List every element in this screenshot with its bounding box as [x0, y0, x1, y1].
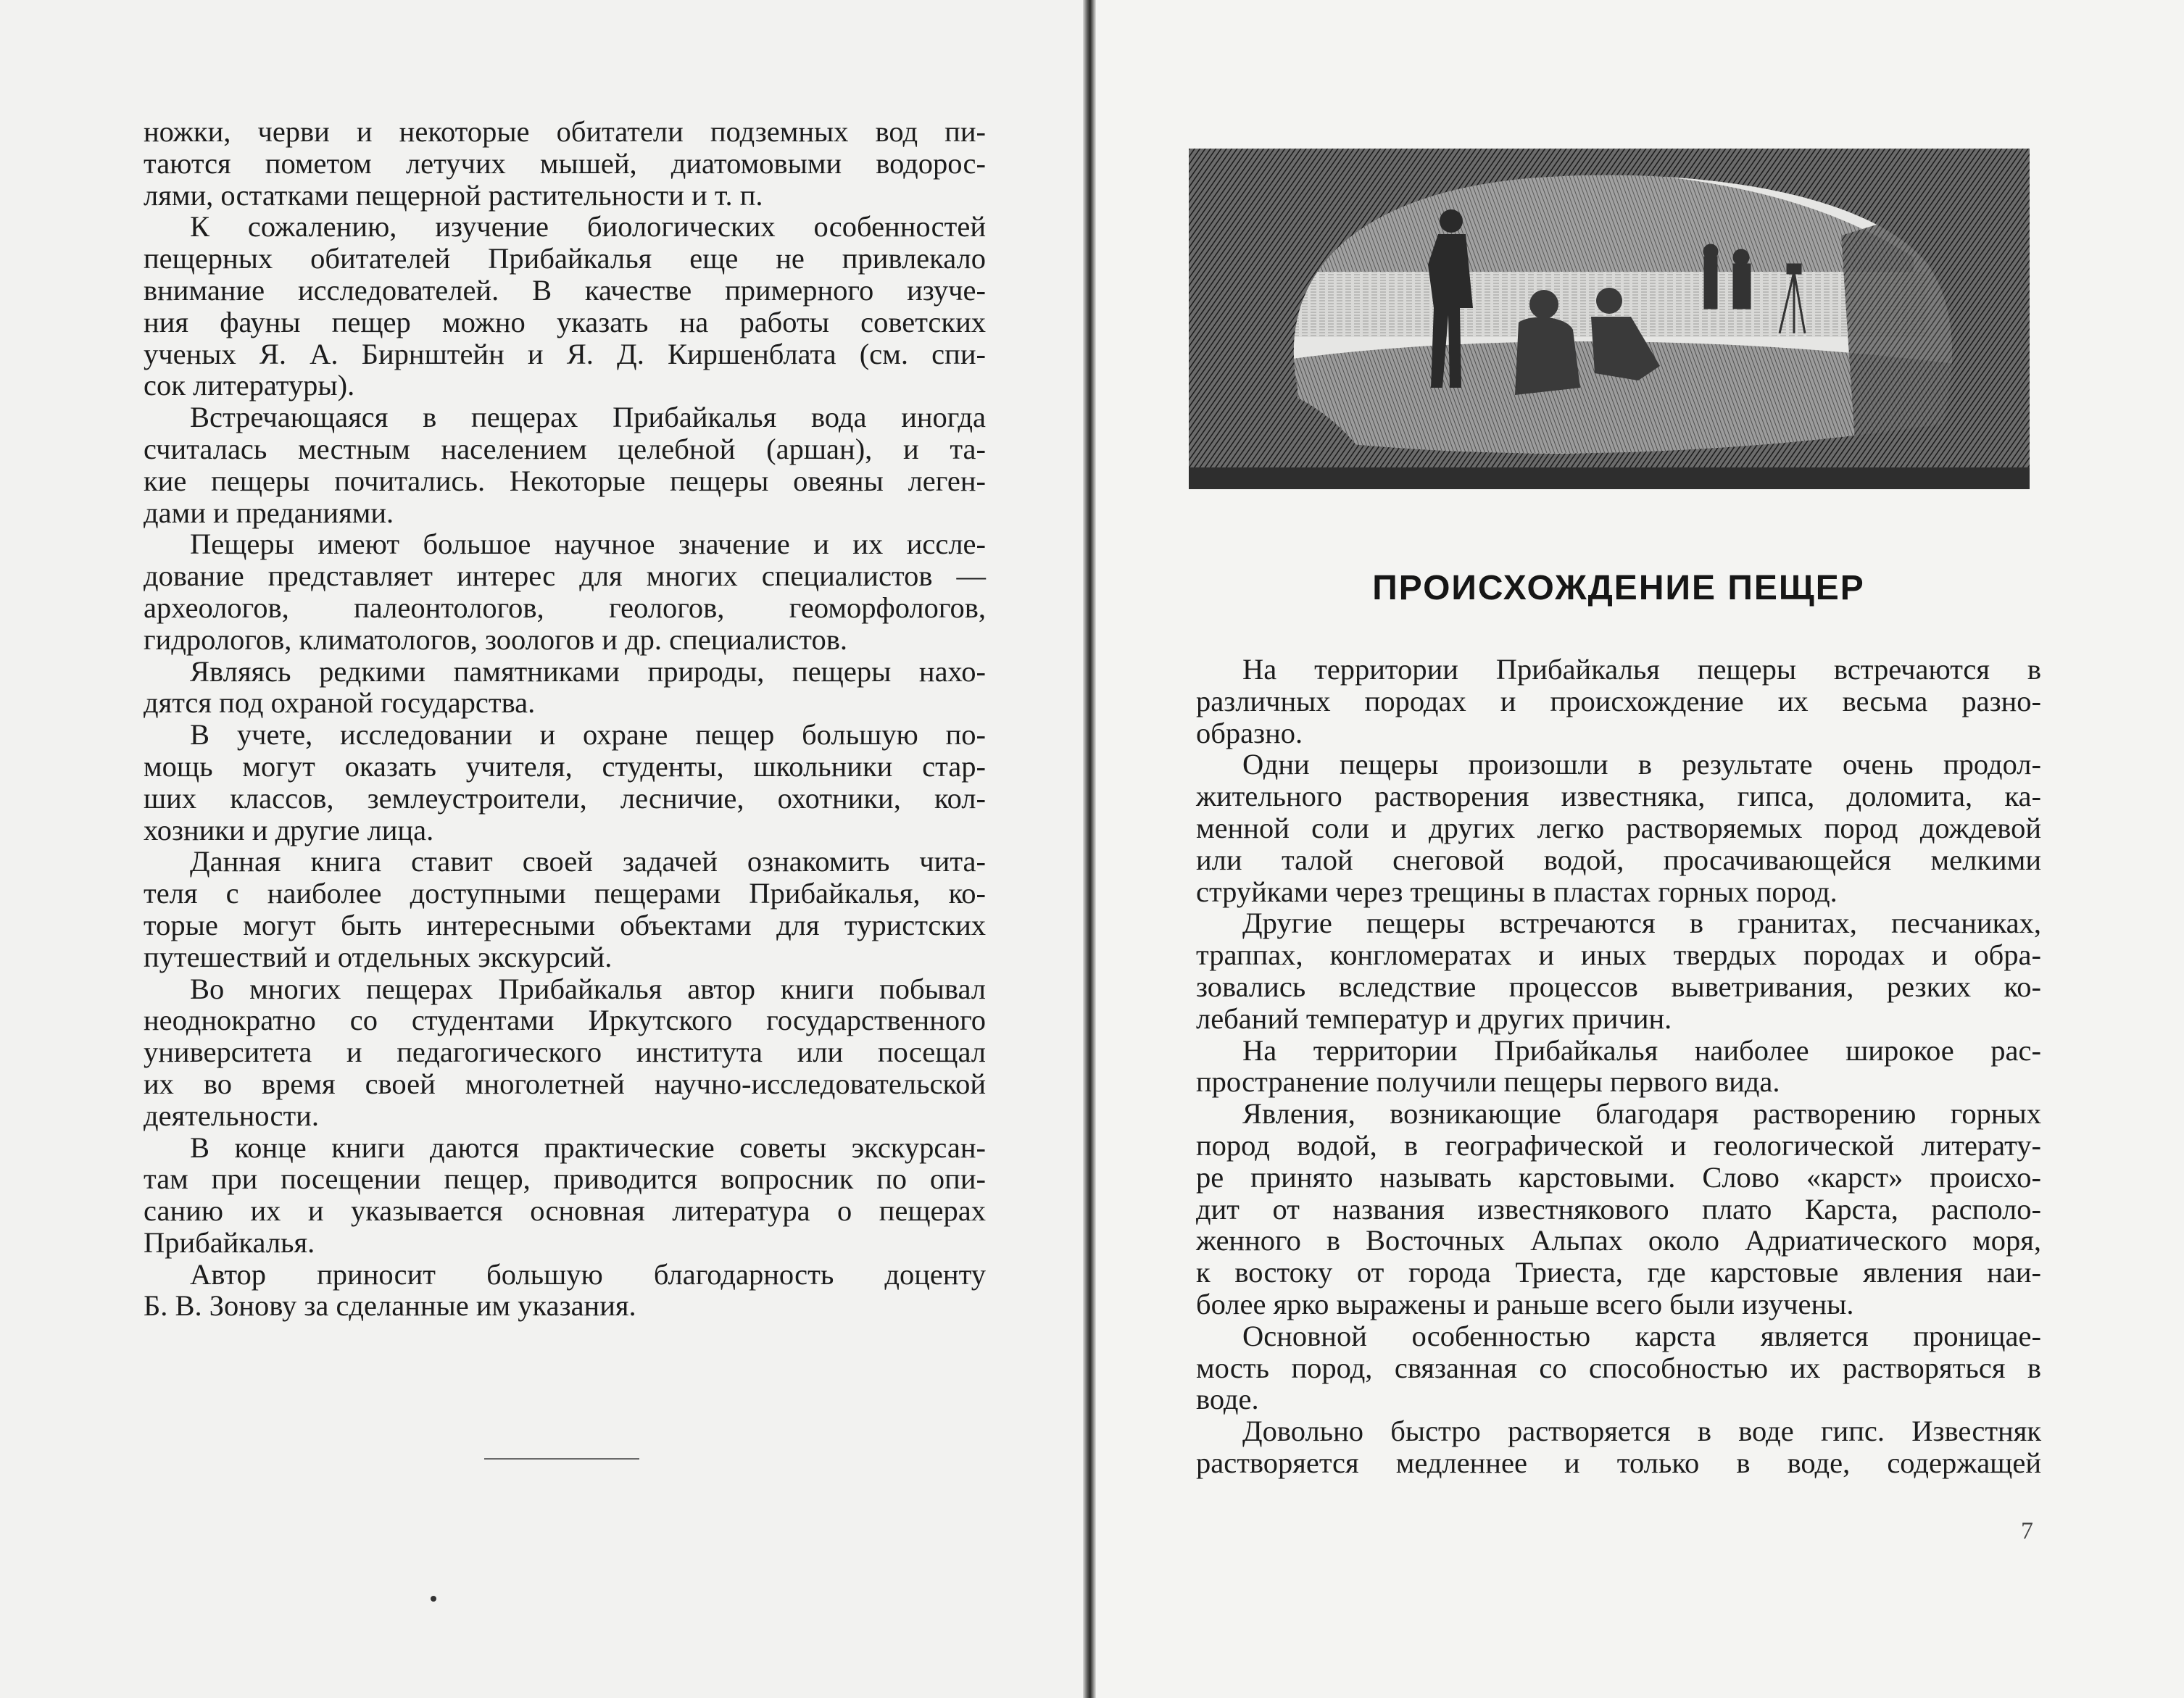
- text-line: Одни пещеры произошли в результате очень продол-: [1242, 748, 2041, 781]
- text-line: мость пород, связанная со способностью их растворяться в: [1196, 1351, 2041, 1384]
- paragraph: [144, 656, 986, 720]
- text-line: женного в Восточных Альпах около Адриатического моря,: [1196, 1224, 2041, 1257]
- paragraph: [1196, 1320, 2041, 1415]
- paragraph: [144, 528, 986, 655]
- text-line: кие пещеры почитались. Некоторые пещеры овеяны леген-: [144, 464, 986, 497]
- text-line: Другие пещеры встречаются в гранитах, песчаниках,: [1242, 907, 2041, 940]
- text-line: дами и преданиями.: [144, 496, 394, 529]
- text-line: путешествий и отдельных экскурсий.: [144, 940, 613, 973]
- text-line: Основной особенностью карста является проницае-: [1242, 1319, 2041, 1352]
- text-line: сок литературы).: [144, 369, 355, 402]
- text-line: На территории Прибайкалья наиболее широкое рас-: [1242, 1033, 2041, 1067]
- text-line: Автор приносит большую благодарность доценту: [190, 1257, 986, 1291]
- text-line: дит от названия известнякового плато Карста, располо-: [1196, 1192, 2041, 1225]
- text-line: мощь могут оказать учителя, студенты, школьники стар-: [144, 749, 986, 783]
- text-line: струйками через трещины в пластах горных пород.: [1196, 875, 1838, 908]
- text-line: Во многих пещерах Прибайкалья автор книги побывал: [190, 972, 986, 1005]
- text-line: неоднократно со студентами Иркутского государственного: [144, 1004, 986, 1037]
- text-line: дятся под охраной государства.: [144, 686, 536, 720]
- paragraph: [1196, 749, 2041, 907]
- print-speck: [431, 1596, 436, 1602]
- paragraph: [144, 211, 986, 401]
- paragraph: [1196, 1035, 2041, 1099]
- text-line: к востоку от города Триеста, где карстовые явления наи-: [1196, 1256, 2041, 1289]
- text-line: гидрологов, климатологов, зоологов и др. специалистов.: [144, 623, 847, 656]
- text-line: или талой снеговой водой, просачивающейся мелкими: [1196, 843, 2041, 876]
- text-line: Данная книга ставит своей задачей ознакомить чита-: [190, 845, 986, 878]
- text-line: ре принято называть карстовыми. Слово «карст» происхо-: [1196, 1160, 2041, 1194]
- text-line: В конце книги даются практические советы экскурсан-: [190, 1131, 986, 1164]
- paragraph: [144, 973, 986, 1132]
- text-line: образно.: [1196, 716, 1303, 749]
- text-line: пород водой, в географической и геологической литерату-: [1196, 1128, 2041, 1162]
- cave-expedition-illustration: [1189, 149, 2030, 489]
- text-line: растворяется медленнее и только в воде, содержащей: [1196, 1446, 2041, 1479]
- text-line: дование представляет интерес для многих специалистов —: [144, 559, 986, 593]
- text-line: Прибайкалья.: [144, 1225, 315, 1259]
- text-line: ножки, черви и некоторые обитатели подземных вод пи-: [144, 115, 986, 148]
- text-line: жительного растворения известняка, гипса, доломита, ка-: [1196, 780, 2041, 813]
- text-line: зовались вследствие процессов выветривания, резких ко-: [1196, 970, 2041, 1003]
- text-line: таются пометом летучих мышей, диатомовыми водорос-: [144, 146, 986, 180]
- text-line: ния фауны пещер можно указать на работы советских: [144, 305, 986, 338]
- paragraph: [144, 1132, 986, 1259]
- text-line: хозники и другие лица.: [144, 813, 434, 846]
- paragraph: [1196, 1415, 2041, 1479]
- text-line: санию их и указывается основная литература о пещерах: [144, 1194, 986, 1228]
- book-gutter: [1083, 0, 1096, 1698]
- text-line: лями, остатками пещерной растительности и т. п.: [144, 178, 763, 212]
- paragraph: [144, 846, 986, 973]
- paragraph: [1196, 654, 2041, 749]
- text-line: различных породах и происхождение их весьма разно-: [1196, 684, 2041, 717]
- paragraph: [144, 1259, 986, 1323]
- text-line: ших классов, землеустроители, лесничие, охотники, кол-: [144, 781, 986, 815]
- text-line: внимание исследователей. В качестве примерного изуче-: [144, 273, 986, 307]
- text-line: их во время своей многолетней научно-исследовательской: [144, 1067, 986, 1100]
- text-line: пещерных обитателей Прибайкалья еще не привлекало: [144, 242, 986, 275]
- text-line: К сожалению, изучение биологических особенностей: [190, 210, 986, 244]
- paragraph: [144, 401, 986, 528]
- text-line: теля с наиболее доступными пещерами Прибайкалья, ко-: [144, 877, 986, 910]
- text-line: там при посещении пещер, приводится вопросник по опи-: [144, 1162, 986, 1196]
- paragraph: [1196, 907, 2041, 1034]
- text-line: Пещеры имеют большое научное значение и их иссле-: [190, 528, 986, 561]
- text-line: Явления, возникающие благодаря растворению горных: [1242, 1097, 2041, 1131]
- text-line: Б. В. Зонову за сделанные им указания.: [144, 1289, 636, 1323]
- text-line: археологов, палеонтологов, геологов, геоморфологов,: [144, 591, 986, 624]
- paragraph: [144, 719, 986, 846]
- paragraph: [1196, 1098, 2041, 1320]
- section-end-rule: [484, 1458, 639, 1460]
- text-line: Встречающаяся в пещерах Прибайкалья вода иногда: [190, 401, 986, 434]
- text-line: лебаний температур и других причин.: [1196, 1002, 1672, 1035]
- text-line: На территории Прибайкалья пещеры встречаются в: [1242, 653, 2041, 686]
- text-line: траппах, конгломератах и иных твердых породах и обра-: [1196, 939, 2041, 972]
- text-line: воде.: [1196, 1383, 1259, 1416]
- right-page-text: [1196, 654, 2041, 1479]
- text-line: Довольно быстро растворяется в воде гипс. Известняк: [1242, 1415, 2041, 1448]
- left-page-text: [144, 116, 986, 1322]
- text-line: торые могут быть интересными объектами для туристских: [144, 908, 986, 941]
- text-line: более ярко выражены и раньше всего были изучены.: [1196, 1287, 1854, 1320]
- text-line: пространение получили пещеры первого вида.: [1196, 1065, 1780, 1099]
- text-line: университета и педагогического института или посещал: [144, 1036, 986, 1069]
- chapter-title: ПРОИСХОЖДЕНИЕ ПЕЩЕР: [1372, 569, 1865, 607]
- text-line: деятельности.: [144, 1099, 319, 1132]
- text-line: считалась местным населением целебной (аршан), и та-: [144, 432, 986, 465]
- paragraph: [144, 116, 986, 211]
- text-line: Являясь редкими памятниками природы, пещеры нахо-: [190, 654, 986, 688]
- text-line: ученых Я. А. Бирнштейн и Я. Д. Киршенблата (см. спи-: [144, 337, 986, 370]
- text-line: менной соли и других легко растворяемых пород дождевой: [1196, 811, 2041, 844]
- page-number: 7: [2021, 1518, 2033, 1544]
- text-line: В учете, исследовании и охране пещер большую по-: [190, 718, 986, 752]
